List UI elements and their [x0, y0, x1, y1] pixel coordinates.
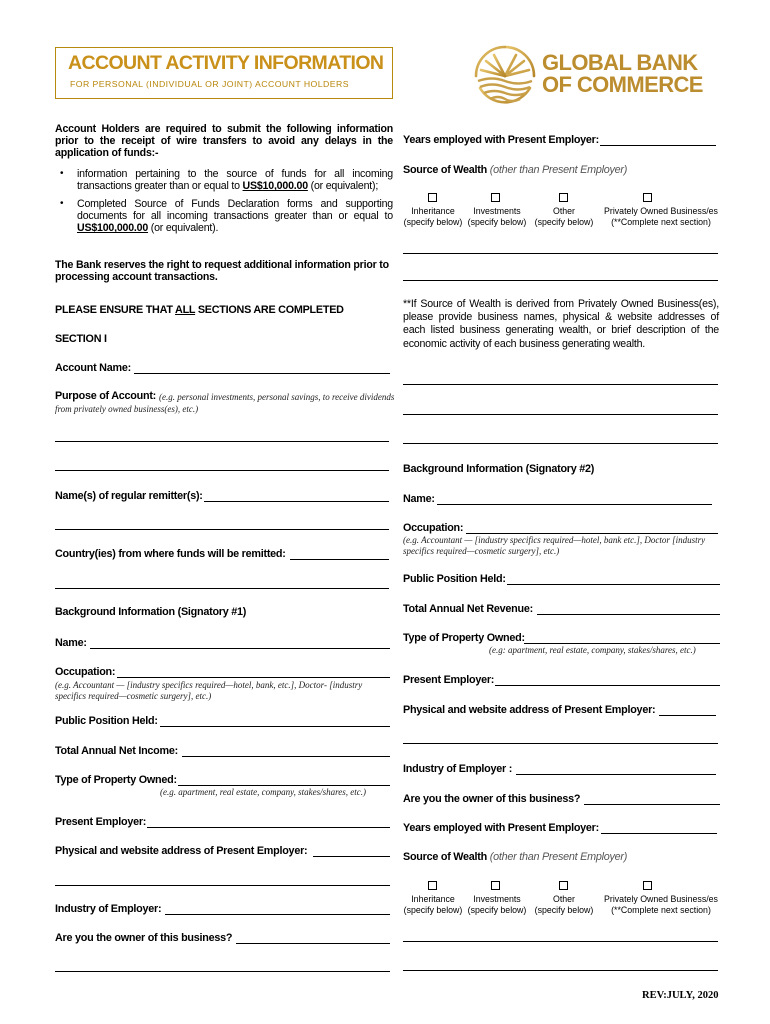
sig1-property-field[interactable] — [178, 775, 390, 786]
private-business-label-1: Privately Owned Business/es (**Complete next section) — [604, 206, 718, 227]
years-employed-label-2: Years employed with Present Employer: — [403, 822, 599, 834]
other-checkbox-2[interactable] — [559, 881, 568, 890]
remitter-label: Name(s) of regular remitter(s): — [55, 490, 203, 502]
purpose-label: Purpose of Account: — [55, 390, 157, 402]
sig2-employer-address-field[interactable] — [659, 705, 716, 716]
investments-label-1: Investments (specify below) — [467, 206, 527, 227]
sig1-property-hint: (e.g. apartment, real estate, company, stakes/shares, etc.) — [160, 787, 367, 797]
purpose-field-1[interactable] — [55, 431, 389, 442]
sig1-public-position-label: Public Position Held: — [55, 715, 158, 727]
sow2-detail-field-2[interactable] — [403, 960, 718, 971]
sig2-owner-label: Are you the owner of this business? — [403, 793, 581, 805]
bullet-2-icon: • — [60, 198, 64, 209]
private-business-checkbox-2[interactable] — [643, 881, 652, 890]
logo-line1: GLOBAL BANK — [542, 50, 698, 75]
ensure-text: PLEASE ENSURE THAT ALL SECTIONS ARE COMPLETED — [55, 304, 344, 316]
private-business-note: **If Source of Wealth is derived from Privately Owned Business(es), please provide business names, physical & website addresses of each listed business generating wealth, or brief description of the economic activity of each business generating wealth. — [403, 298, 719, 350]
sig1-industry-label: Industry of Employer: — [55, 903, 162, 915]
sig2-name-field[interactable] — [437, 494, 712, 505]
page-subtitle: FOR PERSONAL (INDIVIDUAL OR JOINT) ACCOUNT HOLDERS — [70, 79, 349, 89]
countries-field-2[interactable] — [55, 578, 389, 589]
logo-line2: OF COMMERCE — [542, 72, 703, 97]
sig1-employer-address-label: Physical and website address of Present Employer: — [55, 845, 308, 857]
years-employed-field-1[interactable] — [600, 135, 716, 146]
sig2-property-label: Type of Property Owned: — [403, 632, 525, 644]
remitter-field[interactable] — [204, 491, 389, 502]
sig1-heading: Background Information (Signatory #1) — [55, 606, 247, 618]
page-title: ACCOUNT ACTIVITY INFORMATION — [68, 52, 384, 74]
sig2-occupation-field[interactable] — [466, 523, 718, 534]
section-heading: SECTION I — [55, 333, 107, 345]
years-employed-field-2[interactable] — [601, 823, 717, 834]
sig2-industry-field[interactable] — [516, 764, 716, 775]
business-detail-field-2[interactable] — [403, 404, 718, 415]
purpose-hint: (e.g. personal investments, personal savings, to receive dividends from privately owned business(es), etc.) — [55, 392, 395, 414]
other-checkbox-1[interactable] — [559, 193, 568, 202]
sig1-employer-label: Present Employer: — [55, 816, 147, 828]
sig2-property-field[interactable] — [524, 633, 720, 644]
sig1-occupation-hint: (e.g. Accountant — [industry specifics required—hotel, bank, etc.], Doctor- [industry specifics required—cosmetic surgery], etc.) — [55, 680, 363, 701]
private-business-label-2: Privately Owned Business/es (**Complete next section) — [604, 894, 718, 915]
sig1-income-label: Total Annual Net Income: — [55, 745, 178, 757]
sig2-name-label: Name: — [403, 493, 435, 505]
sig1-name-field[interactable] — [90, 638, 390, 649]
bullet-1-icon: • — [60, 168, 64, 179]
investments-checkbox-2[interactable] — [491, 881, 500, 890]
sig1-employer-address-field[interactable] — [313, 846, 390, 857]
sow2-detail-field-1[interactable] — [403, 931, 718, 942]
sig1-income-field[interactable] — [182, 746, 390, 757]
sig2-public-position-label: Public Position Held: — [403, 573, 506, 585]
purpose-field-2[interactable] — [55, 460, 389, 471]
source-of-wealth-label-1: Source of Wealth (other than Present Employer) — [403, 164, 628, 176]
sig2-owner-field[interactable] — [584, 794, 720, 805]
investments-checkbox-1[interactable] — [491, 193, 500, 202]
inheritance-checkbox-1[interactable] — [428, 193, 437, 202]
sig1-employer-field[interactable] — [147, 817, 390, 828]
sig1-name-label: Name: — [55, 637, 87, 649]
sig2-public-position-field[interactable] — [507, 574, 720, 585]
sig1-industry-field[interactable] — [165, 904, 390, 915]
sig2-heading: Background Information (Signatory #2) — [403, 463, 595, 475]
inheritance-label-2: Inheritance (specify below) — [403, 894, 463, 915]
sig2-employer-address-field-2[interactable] — [403, 733, 718, 744]
business-detail-field-3[interactable] — [403, 433, 718, 444]
other-label-2: Other (specify below) — [534, 894, 594, 915]
sig2-industry-label: Industry of Employer : — [403, 763, 513, 775]
bullet-1: information pertaining to the source of funds for all incoming transactions greater than or equal to US$10,000.00 (or equivalent); — [77, 168, 393, 193]
sig2-employer-address-label: Physical and website address of Present Employer: — [403, 704, 656, 716]
business-detail-field-1[interactable] — [403, 374, 718, 385]
sig1-occupation-field[interactable] — [117, 667, 390, 678]
sig2-property-hint: (e.g: apartment, real estate, company, stakes/shares, etc.) — [489, 645, 696, 655]
years-employed-label-1: Years employed with Present Employer: — [403, 134, 599, 146]
sig1-owner-label: Are you the owner of this business? — [55, 932, 233, 944]
sow-detail-field-1[interactable] — [403, 243, 718, 254]
inheritance-checkbox-2[interactable] — [428, 881, 437, 890]
sig1-property-label: Type of Property Owned: — [55, 774, 177, 786]
private-business-checkbox-1[interactable] — [643, 193, 652, 202]
sig1-occupation-label: Occupation: — [55, 666, 116, 678]
sig2-revenue-label: Total Annual Net Revenue: — [403, 603, 533, 615]
sig1-public-position-field[interactable] — [160, 716, 390, 727]
reserve-text: The Bank reserves the right to request additional information prior to processing account transactions. — [55, 259, 389, 284]
sig2-occupation-label: Occupation: — [403, 522, 464, 534]
account-name-label: Account Name: — [55, 362, 131, 374]
sig2-employer-label: Present Employer: — [403, 674, 495, 686]
sow-detail-field-2[interactable] — [403, 270, 718, 281]
remitter-field-2[interactable] — [55, 519, 389, 530]
sig1-owner-field[interactable] — [236, 933, 390, 944]
sig2-revenue-field[interactable] — [537, 604, 720, 615]
bank-logo-icon — [472, 43, 538, 109]
sig1-owner-field-2[interactable] — [55, 961, 390, 972]
account-name-field[interactable] — [134, 363, 390, 374]
sig2-occupation-hint: (e.g. Accountant — [industry specifics required—hotel, bank etc.], Doctor [industry specifics required—cosmetic surgery], etc.) — [403, 535, 706, 556]
countries-label: Country(ies) from where funds will be remitted: — [55, 548, 286, 560]
other-label-1: Other (specify below) — [534, 206, 594, 227]
countries-field[interactable] — [290, 549, 389, 560]
investments-label-2: Investments (specify below) — [467, 894, 527, 915]
source-of-wealth-label-2: Source of Wealth (other than Present Employer) — [403, 851, 628, 863]
sig1-employer-address-field-2[interactable] — [55, 875, 390, 886]
sig2-employer-field[interactable] — [495, 675, 720, 686]
revision-label: REV:JULY, 2020 — [642, 990, 719, 1001]
intro-lead: Account Holders are required to submit the following information prior to the receipt of wire transfers to avoid any delays in the application of funds:- — [55, 123, 393, 160]
inheritance-label-1: Inheritance (specify below) — [403, 206, 463, 227]
bullet-2: Completed Source of Funds Declaration forms and supporting documents for all incoming transactions greater than or equal to US$100,000.00 (or equivalent). — [77, 198, 393, 235]
